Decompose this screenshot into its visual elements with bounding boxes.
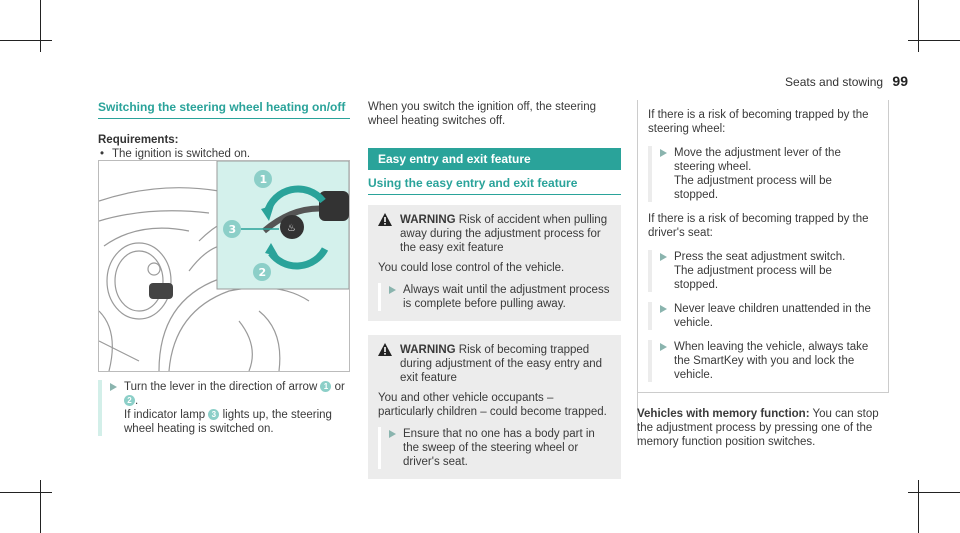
press-switch-result: The adjustment process will be stopped. xyxy=(674,265,832,291)
step-arrow-icon xyxy=(660,343,667,351)
warning-2-label: WARNING xyxy=(400,344,456,356)
callout-1 xyxy=(254,170,272,188)
step-text-d: wheel heating is switched on. xyxy=(124,423,274,435)
crop-mark xyxy=(908,40,960,41)
step-arrow-icon xyxy=(389,286,396,294)
warning-1-heading xyxy=(378,213,611,255)
memory-function-title: Vehicles with memory function: xyxy=(637,408,810,420)
requirements-title: Requirements: xyxy=(98,134,179,146)
move-lever-step xyxy=(648,146,878,202)
callout-3-label: 3 xyxy=(228,223,237,236)
crop-mark xyxy=(918,0,919,52)
step-text-c: lights up, the steering xyxy=(222,409,332,421)
callout-3 xyxy=(223,220,241,238)
warning-1-title: Risk of accident when pulling away during the adjustment process for the easy exit feature xyxy=(400,214,608,254)
steering-wheel-illustration xyxy=(98,160,350,372)
move-lever-text: Move the adjustment lever of the steering wheel. xyxy=(674,147,841,173)
section-banner: Easy entry and exit feature xyxy=(368,148,621,170)
warning-1-step-text: Always wait until the adjustment process is complete before pulling away. xyxy=(403,284,610,310)
warning-2-title: Risk of becoming trapped during adjustment of the easy entry and exit feature xyxy=(400,344,603,384)
crop-mark xyxy=(0,492,52,493)
step-arrow-icon xyxy=(660,253,667,261)
press-switch-step xyxy=(648,250,878,292)
callout-ref-2: 2 xyxy=(124,395,135,406)
turn-lever-step xyxy=(98,380,354,436)
callout-1-label: 1 xyxy=(259,173,268,186)
intro-paragraph: When you switch the ignition off, the steering wheel heating switches off. xyxy=(368,101,597,127)
warning-2-heading xyxy=(378,343,611,385)
section-title: Seats and stowing xyxy=(785,75,884,89)
callout-2 xyxy=(253,263,271,281)
crop-mark xyxy=(908,492,960,493)
warning-box-2 xyxy=(368,335,621,479)
crop-mark xyxy=(40,480,41,533)
middle-column xyxy=(368,100,621,479)
move-lever-result: The adjustment process will be stopped. xyxy=(674,175,832,201)
step-text-b: If indicator lamp xyxy=(124,409,206,421)
steering-wheel-drawing xyxy=(99,161,349,371)
step-arrow-icon xyxy=(110,383,117,391)
warning-2-body: You and other vehicle occupants – particularly children – could become trapped. xyxy=(378,392,607,418)
svg-text:♨: ♨ xyxy=(287,223,296,234)
step-arrow-icon xyxy=(389,430,396,438)
crop-mark xyxy=(40,0,41,52)
warning-2-step xyxy=(378,427,611,469)
callout-2-label: 2 xyxy=(258,266,267,279)
memory-function-paragraph xyxy=(637,407,889,449)
warning-triangle-icon xyxy=(378,213,392,226)
step-text xyxy=(102,380,354,436)
press-switch-text: Press the seat adjustment switch. xyxy=(674,251,846,263)
callout-ref-3: 3 xyxy=(208,409,219,420)
warning-box-1 xyxy=(368,205,621,321)
subsection-heading: Using the easy entry and exit feature xyxy=(368,176,621,195)
warning-2-step-text: Ensure that no one has a body part in the sweep of the steering wheel or driver's seat. xyxy=(403,428,595,468)
smartkey-text: When leaving the vehicle, always take the SmartKey with you and lock the vehicle. xyxy=(674,341,869,381)
callout-ref-1: 1 xyxy=(320,381,331,392)
page-number: 99 xyxy=(892,73,908,89)
step-arrow-icon xyxy=(660,305,667,313)
crop-mark xyxy=(0,40,52,41)
smartkey-step xyxy=(648,340,878,382)
crop-mark xyxy=(918,480,919,533)
section-heading: Switching the steering wheel heating on/off xyxy=(98,100,350,119)
children-step xyxy=(648,302,878,330)
step-text-a: Turn the lever in the direction of arrow xyxy=(124,381,318,393)
requirement-item: • The ignition is switched on. xyxy=(98,147,350,161)
warning-1-label: WARNING xyxy=(400,214,456,226)
memory-function-text: You can stop the adjustment process by pressing one of the memory function position switches. xyxy=(637,408,879,448)
running-header xyxy=(785,73,908,89)
warning-1-body: You could lose control of the vehicle. xyxy=(378,262,565,274)
continued-warning xyxy=(637,100,889,393)
trap-steering-text: If there is a risk of becoming trapped by the steering wheel: xyxy=(648,109,869,135)
warning-1-step xyxy=(378,283,611,311)
left-column xyxy=(98,100,350,161)
right-column xyxy=(637,100,889,449)
step-text-or: or xyxy=(334,381,345,393)
step-text-end: . xyxy=(135,395,139,407)
trap-seat-text: If there is a risk of becoming trapped by the driver's seat: xyxy=(648,213,869,239)
step-arrow-icon xyxy=(660,149,667,157)
children-text: Never leave children unattended in the vehicle. xyxy=(674,303,871,329)
warning-triangle-icon xyxy=(378,343,392,356)
